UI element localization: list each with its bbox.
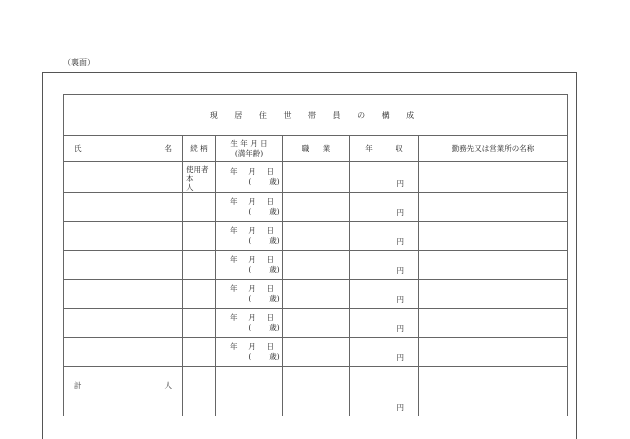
household-members-table	[63, 94, 568, 416]
total-row	[64, 367, 568, 417]
table-row	[64, 162, 568, 193]
income-cell[interactable]: 円	[350, 193, 419, 222]
occupation-cell[interactable]	[283, 309, 350, 338]
income-cell[interactable]: 円	[350, 338, 419, 367]
birthdate-cell[interactable]: 年 月 日 ( 歳)	[216, 222, 283, 251]
table-row	[64, 193, 568, 222]
occupation-cell[interactable]	[283, 251, 350, 280]
birthdate-cell[interactable]: 年 月 日 ( 歳)	[216, 280, 283, 309]
total-label-cell: 計 人	[64, 367, 183, 417]
header-birthdate: 生 年 月 日 (満年齢)	[216, 136, 283, 162]
workplace-cell[interactable]	[419, 222, 568, 251]
side-label: （裏面）	[63, 58, 95, 67]
relation-cell: 使用者 本人	[183, 162, 216, 193]
relation-cell[interactable]	[183, 193, 216, 222]
relation-cell[interactable]	[183, 309, 216, 338]
relation-cell[interactable]	[183, 222, 216, 251]
income-cell[interactable]: 円	[350, 162, 419, 193]
workplace-cell[interactable]	[419, 162, 568, 193]
name-cell[interactable]	[64, 193, 183, 222]
form-title: 現 居 住 世 帯 員 の 構 成	[64, 95, 568, 136]
name-cell[interactable]	[64, 251, 183, 280]
birthdate-cell[interactable]: 年 月 日 ( 歳)	[216, 193, 283, 222]
header-relation: 続 柄	[183, 136, 216, 162]
header-occupation: 職 業	[283, 136, 350, 162]
relation-cell[interactable]	[183, 251, 216, 280]
income-cell[interactable]: 円	[350, 222, 419, 251]
name-cell[interactable]	[64, 338, 183, 367]
name-cell[interactable]	[64, 162, 183, 193]
birthdate-cell[interactable]: 年 月 日 ( 歳)	[216, 251, 283, 280]
occupation-cell[interactable]	[283, 162, 350, 193]
total-relation-cell	[183, 367, 216, 417]
table-row	[64, 309, 568, 338]
birthdate-cell[interactable]: 年 月 日 ( 歳)	[216, 309, 283, 338]
occupation-cell[interactable]	[283, 193, 350, 222]
income-cell[interactable]: 円	[350, 251, 419, 280]
header-income: 年 収	[350, 136, 419, 162]
total-occupation-cell	[283, 367, 350, 417]
name-cell[interactable]	[64, 280, 183, 309]
total-workplace-cell	[419, 367, 568, 417]
total-income-cell[interactable]: 円	[350, 367, 419, 417]
relation-cell[interactable]	[183, 280, 216, 309]
birthdate-cell[interactable]: 年 月 日 ( 歳)	[216, 338, 283, 367]
header-name: 氏 名	[64, 136, 183, 162]
relation-cell[interactable]	[183, 338, 216, 367]
workplace-cell[interactable]	[419, 309, 568, 338]
occupation-cell[interactable]	[283, 338, 350, 367]
table-row	[64, 251, 568, 280]
occupation-cell[interactable]	[283, 280, 350, 309]
table-row	[64, 222, 568, 251]
table-row	[64, 338, 568, 367]
total-birthdate-cell	[216, 367, 283, 417]
workplace-cell[interactable]	[419, 280, 568, 309]
name-cell[interactable]	[64, 222, 183, 251]
workplace-cell[interactable]	[419, 193, 568, 222]
header-row	[64, 136, 568, 162]
occupation-cell[interactable]	[283, 222, 350, 251]
header-workplace: 勤務先又は営業所の名称	[419, 136, 568, 162]
workplace-cell[interactable]	[419, 338, 568, 367]
name-cell[interactable]	[64, 309, 183, 338]
birthdate-cell[interactable]: 年 月 日 ( 歳)	[216, 162, 283, 193]
table-row	[64, 280, 568, 309]
workplace-cell[interactable]	[419, 251, 568, 280]
income-cell[interactable]: 円	[350, 309, 419, 338]
income-cell[interactable]: 円	[350, 280, 419, 309]
